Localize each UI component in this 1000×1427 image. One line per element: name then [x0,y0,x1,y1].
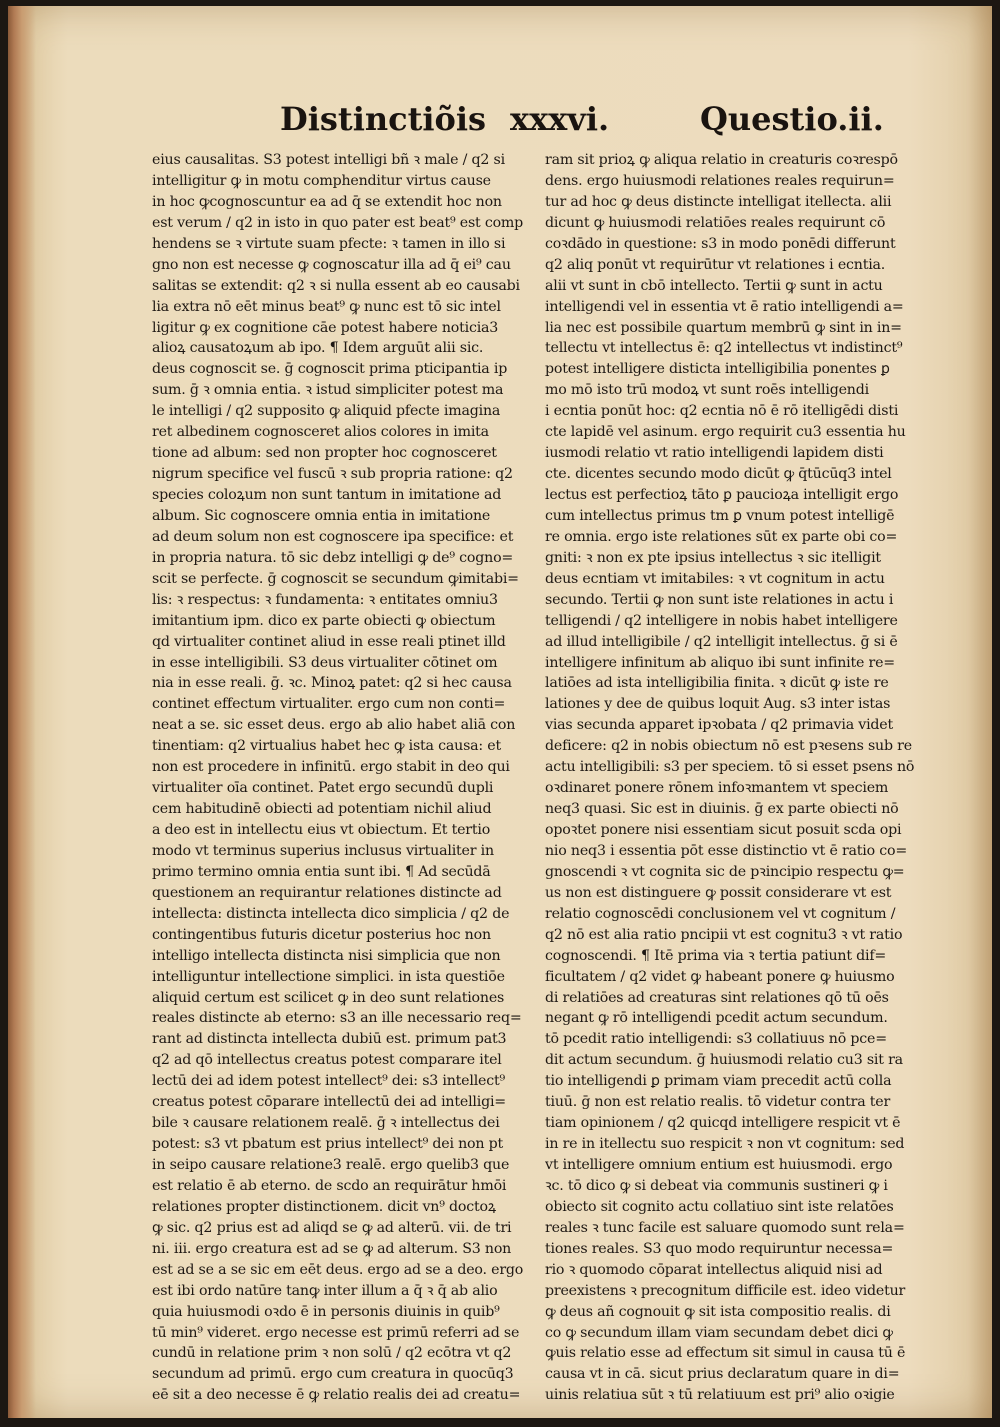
running-header [280,100,884,140]
text-line: di relatiōes ad creaturas sint relationes qō tū oēs [545,989,889,1006]
text-line: tinentiam: q2 virtualius habet hec ꝙ ista causa: et [152,738,501,755]
text-line: modo vt terminus superius inclusus virtualiter in [152,842,494,859]
text-line: ram sit prioꝝ ꝙ aliqua relatio in creaturis coꝛrespō [545,152,898,168]
text-line: cum intellectus primus tm ꝑ vnum potest intelligē [545,507,895,524]
text-line: aliquid certum est scilicet ꝙ in deo sunt relationes [152,989,505,1006]
text-line: intelligo intellecta distincta nisi simplicia que non [152,947,501,964]
text-line: us non est distinguere ꝙ possit considerare vt est [545,884,892,901]
text-line: questionem an requirantur relationes distincte ad [152,884,502,901]
text-line: ad deum solum non est cognoscere ipa specifice: et [152,528,514,545]
text-line: intelligendi vel in essentia vt ē ratio intelligendi a= [545,298,904,315]
text-line: est ad se a se sic em eēt deus. ergo ad se a deo. ergo [152,1261,524,1278]
text-line: in esse intelligibili. S3 deus virtualiter cōtinet om [152,654,498,671]
text-line: sum. ḡ ꝛ omnia entia. ꝛ istud simpliciter potest ma [152,382,504,399]
text-line: vias secunda apparet ipꝛobata / q2 primavia videt [545,717,893,734]
text-line: ad illud intelligibile / q2 intelligit intellectus. ḡ si ē [545,633,898,650]
header-question: Questio.ii. [700,100,884,138]
text-line: est ibi ordo natūre tanꝙ inter illum a q̄ ꝛ q̄ ab alio [152,1282,498,1299]
text-line: re omnia. ergo iste relationes sūt ex parte obi co= [545,528,898,545]
text-line: ficultatem / q2 videt ꝙ habeant ponere ꝙ huiusmo [545,968,895,985]
text-line: uinis relatiua sūt ꝛ tū relatiuum est pri⁹ alio oꝛigie [545,1387,895,1404]
text-line: rio ꝛ quomodo cōparat intellectus aliquid nisi ad [545,1261,883,1278]
text-line: reales ꝛ tunc facile est saluare quomodo sunt rela= [545,1219,905,1236]
text-line: quia huiusmodi oꝛdo ē in personis diuinis in quib⁹ [152,1303,500,1320]
text-line: species coloꝝum non sunt tantum in imitatione ad [152,487,502,503]
text-line: ni. iii. ergo creatura est ad se ꝙ ad alterum. S3 non [152,1240,512,1257]
text-line: nia in esse reali. ḡ. ꝛc. Minoꝝ patet: q2 si hec causa [152,675,512,692]
text-line: coꝛdādo in questione: s3 in modo ponēdi differunt [545,235,896,252]
text-line: potest intelligere disticta intelligibilia ponentes ꝑ [545,361,890,378]
text-line: opoꝛtet ponere nisi essentiam sicut posuit scda opi [545,822,902,838]
text-line: iusmodi relatio vt ratio intelligendi lapidem disti [545,445,884,462]
text-line: cognoscendi. ¶ Itē prima via ꝛ tertia patiunt dif= [545,947,887,964]
text-line: tellectu vt intellectus ē: q2 intellectus vt indistinct⁹ [545,340,903,357]
text-line: non est procedere in infinitū. ergo stabit in deo qui [152,759,510,776]
text-line: relatio cognoscēdi conclusionem vel vt cognitum / [545,905,896,922]
text-line: ꝙ deus añ cognouit ꝙ sit ista compositio realis. di [545,1303,891,1320]
text-line: deus ecntiam vt imitabiles: ꝛ vt cognitum in actu [545,570,885,587]
text-line: mo mō isto trū modoꝝ vt sunt roēs intelligendi [545,382,869,399]
text-line: actu intelligibili: s3 per speciem. tō si esset psens nō [545,759,915,776]
text-line: est verum / q2 in isto in quo pater est beat⁹ est comp [152,214,524,231]
text-line: virtualiter oīa continet. Patet ergo secundū dupli [152,780,494,797]
text-line: alii vt sunt in cbō intellecto. Tertii ꝙ sunt in actu [545,277,883,294]
text-line: intelliguntur intellectione simplici. in ista questiōe [152,968,505,985]
text-line: intelligere infinitum ab aliquo ibi sunt infinite re= [545,654,895,671]
text-line: in seipo causare relatione3 realē. ergo quelib3 que [152,1157,510,1173]
text-line: rant ad distincta intellecta dubiū est. primum pat3 [152,1031,507,1048]
text-line: nigrum specifice vel fuscū ꝛ sub propria ratione: q2 [152,466,513,483]
text-line: ꝛc. tō dico ꝙ si debeat via communis sustineri ꝙ i [545,1177,888,1194]
text-line: a deo est in intellectu eius vt obiectum. Et tertio [152,822,491,838]
left-text-column [152,150,536,1406]
text-line: lationes y dee de quibus loquit Aug. s3 inter istas [545,696,891,713]
text-line: creatus potest cōparare intellectū dei ad intelligi= [152,1094,506,1111]
text-line: tiam opinionem / q2 quicqd intelligere respicit vt ē [545,1115,901,1132]
text-line: relationes propter distinctionem. dicit vn⁹ doctoꝝ [152,1198,496,1215]
text-line: intellecta: distincta intellecta dico simplicia / q2 de [152,905,510,922]
text-line: ligitur ꝙ ex cognitione cāe potest habere noticia3 [152,319,499,336]
text-line: eē sit a deo necesse ē ꝙ relatio realis dei ad creatu= [152,1387,521,1404]
text-line: continet effectum virtualiter. ergo cum non conti= [152,696,506,713]
text-line: contingentibus futuris dicetur posterius hoc non [152,926,491,943]
text-line: lia extra nō eēt minus beat⁹ ꝙ nunc est tō sic intel [152,298,501,315]
text-line: scit se perfecte. ḡ cognoscit se secundum ꝙimitabi= [152,570,519,587]
text-line: tō pcedit ratio intelligendi: s3 collatiuus nō pce= [545,1031,887,1048]
text-line: telligendi / q2 intelligere in nobis habet intelligere [545,612,898,629]
text-line: ꝙuis relatio esse ad effectum sit simul in causa tū ē [545,1345,906,1362]
right-text-column [545,150,917,1406]
text-line: dicunt ꝙ huiusmodi relatiōes reales requirunt cō [545,214,886,231]
text-line: tione ad album: sed non propter hoc cognosceret [152,445,497,462]
header-number: xxxvi. [510,100,610,138]
text-line: qd virtualiter continet aliud in esse reali ptinet illd [152,633,506,650]
text-line: lis: ꝛ respectus: ꝛ fundamenta: ꝛ entitates omniu3 [152,591,498,608]
text-line: hendens se ꝛ virtute suam pfecte: ꝛ tamen in illo si [152,235,506,252]
text-line: nio neq3 i essentia pōt esse distinctio vt ē ratio co= [545,842,908,859]
text-line: cem habitudinē obiecti ad potentiam nichil aliud [152,801,492,818]
text-line: in hoc ꝙcognoscuntur ea ad q̄ se extendit hoc non [152,193,502,210]
text-line: salitas se extendit: q2 ꝛ si nulla essent ab eo causabi [152,277,520,294]
text-line: negant ꝙ rō intelligendi pcedit actum secundum. [545,1010,888,1027]
text-line: q2 aliq ponūt vt requirūtur vt relationes i ecntia. [545,256,886,273]
text-line: q2 nō est alia ratio pncipii vt est cognitu3 ꝛ vt ratio [545,926,903,943]
text-line: oꝛdinaret ponere rōnem infoꝛmantem vt speciem [545,780,889,797]
text-line: co ꝙ secundum illam viam secundam debet dici ꝙ [545,1324,893,1341]
text-line: gniti: ꝛ non ex pte ipsius intellectus ꝛ sic itelligit [545,549,881,566]
text-line: bile ꝛ causare relationem realē. ḡ ꝛ intellectus dei [152,1115,500,1132]
text-line: ꝙ sic. q2 prius est ad aliqd se ꝙ ad alterū. vii. de tri [152,1219,512,1236]
text-line: le intelligi / q2 supposito ꝙ aliquid pfecte imagina [152,403,501,420]
text-line: ret albedinem cognosceret alios colores in imita [152,424,489,441]
text-line: intelligitur ꝙ in motu comphenditur virtus cause [152,172,491,189]
text-line: obiecto sit cognito actu collatiuo sint iste relatōes [545,1198,894,1215]
text-line: latiōes ad ista intelligibilia finita. ꝛ dicūt ꝙ iste re [545,675,889,692]
text-line: alioꝝ causatoꝝum ab ipo. ¶ Idem arguūt alii sic. [152,340,484,357]
text-line: tur ad hoc ꝙ deus distincte intelligat itellecta. alii [545,193,892,210]
text-line: primo termino omnia entia sunt ibi. ¶ Ad secūdā [152,863,491,880]
text-line: secundo. Tertii ꝙ non sunt iste relationes in actu i [545,591,894,608]
text-line: deus cognoscit se. ḡ cognoscit prima pticipantia ip [152,361,508,378]
text-line: dit actum secundum. ḡ huiusmodi relatio cu3 sit ra [545,1052,903,1069]
text-line: tiuū. ḡ non est relatio realis. tō videtur contra ter [545,1094,891,1111]
text-line: cte. dicentes secundo modo dicūt ꝙ q̄tūcūq3 intel [545,466,892,483]
page-gutter [8,6,36,1418]
text-line: imitantium ipm. dico ex parte obiecti ꝙ obiectum [152,612,496,629]
text-line: in re in itellectu suo respicit ꝛ non vt cognitum: sed [545,1136,905,1153]
text-line: vt intelligere omnium entium est huiusmodi. ergo [545,1157,893,1173]
header-distinction: Distinctiõis [280,100,487,138]
text-line: lectū dei ad idem potest intellect⁹ dei: s3 intellect⁹ [152,1073,505,1090]
text-line: est relatio ē ab eterno. de scdo an requirātur hmōi [152,1177,507,1194]
text-line: in propria natura. tō sic debz intelligi ꝙ de⁹ cogno= [152,549,514,566]
text-line: cundū in relatione prim ꝛ non solū / q2 ecōtra vt q2 [152,1345,512,1362]
text-line: gno non est necesse ꝙ cognoscatur illa ad q̄ ei⁹ cau [152,256,511,273]
text-line: eius causalitas. S3 potest intelligi bñ ꝛ male / q2 si [152,152,505,168]
text-line: neq3 quasi. Sic est in diuinis. ḡ ex parte obiecti nō [545,801,899,818]
text-line: cte lapidē vel asinum. ergo requirit cu3 essentia hu [545,424,906,441]
text-line: gnoscendi ꝛ vt cognita sic de pꝛincipio respectu ꝙ= [545,863,905,880]
text-line: lia nec est possibile quartum membrū ꝙ sint in in= [545,319,902,336]
text-line: dens. ergo huiusmodi relationes reales requirun= [545,172,895,189]
text-line: causa vt in cā. sicut prius declaratum quare in di= [545,1366,900,1383]
text-line: reales distincte ab eterno: s3 an ille necessario req= [152,1010,522,1027]
text-line: secundum ad primū. ergo cum creatura in quocūq3 [152,1366,514,1383]
text-line: lectus est perfectioꝝ tāto ꝑ paucioꝝa intelligit ergo [545,487,899,503]
text-line: q2 ad qō intellectus creatus potest comparare itel [152,1052,502,1069]
text-line: i ecntia ponūt hoc: q2 ecntia nō ē rō itelligēdi disti [545,403,899,420]
text-line: deficere: q2 in nobis obiectum nō est pꝛesens sub re [545,738,912,755]
text-line: tiones reales. S3 quo modo requiruntur necessa= [545,1240,894,1257]
text-line: tio intelligendi ꝑ primam viam precedit actū colla [545,1073,892,1090]
text-line: preexistens ꝛ precognitum difficile est. ideo videtur [545,1282,906,1299]
text-line: potest: s3 vt pbatum est prius intellect⁹ dei non pt [152,1136,504,1153]
text-line: neat a se. sic esset deus. ergo ab alio habet aliā con [152,717,516,734]
text-line: tū min⁹ videret. ergo necesse est primū referri ad se [152,1324,520,1341]
text-line: album. Sic cognoscere omnia entia in imitatione [152,507,491,524]
